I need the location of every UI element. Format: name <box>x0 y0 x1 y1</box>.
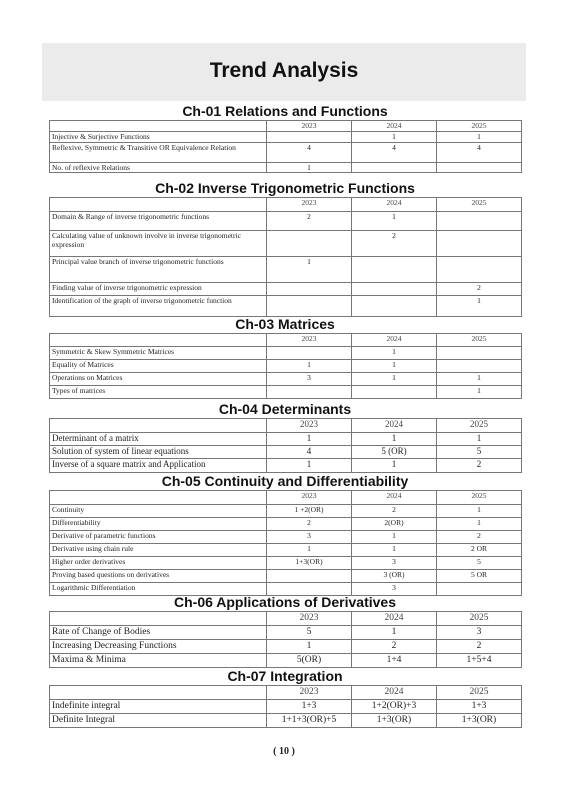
count-cell-2023: 1 <box>267 163 352 173</box>
count-cell-2025 <box>437 360 522 373</box>
header-row <box>50 491 522 505</box>
count-cell-2023: 1 <box>267 640 352 654</box>
topic-cell: Operations on Matrices <box>50 373 267 386</box>
topic-header-cell <box>50 686 267 700</box>
count-cell-2025: 5 <box>437 557 522 570</box>
table-row <box>50 570 522 583</box>
count-cell-2024: 2 <box>352 640 437 654</box>
count-cell-2025: 3 <box>437 626 522 640</box>
table-row <box>50 518 522 531</box>
count-cell-2023: 1 <box>267 459 352 473</box>
topic-cell: Derivative using chain rule <box>50 544 267 557</box>
topic-cell: Finding value of inverse trigonometric expression <box>50 283 267 296</box>
topic-cell: Logarithmic Differentiation <box>50 583 267 596</box>
topic-cell: Determinant of a matrix <box>50 433 267 446</box>
count-cell-2025: 4 <box>437 143 522 163</box>
year-header: 2023 <box>267 686 352 700</box>
count-cell-2024: 3 <box>352 583 437 596</box>
year-header: 2025 <box>437 198 522 212</box>
topic-cell: Principal value branch of inverse trigonometric functions <box>50 257 267 283</box>
count-cell-2025 <box>437 163 522 173</box>
chapter-title: Ch-01 Relations and Functions <box>182 103 388 119</box>
table-row <box>50 505 522 518</box>
header-row <box>50 334 522 347</box>
chapter-title: Ch-03 Matrices <box>235 316 335 332</box>
table-row <box>50 654 522 668</box>
trend-table <box>49 611 522 668</box>
count-cell-2024: 1 <box>352 433 437 446</box>
count-cell-2023: 3 <box>267 373 352 386</box>
year-header: 2025 <box>437 491 522 505</box>
table-row <box>50 446 522 459</box>
count-cell-2023 <box>267 386 352 399</box>
topic-cell: Indefinite integral <box>50 700 267 714</box>
chapter-title: Ch-04 Determinants <box>218 401 352 417</box>
count-cell-2023: 4 <box>267 446 352 459</box>
count-cell-2023 <box>267 231 352 257</box>
count-cell-2023: 1 <box>267 433 352 446</box>
chapter-title: Ch-06 Applications of Derivatives <box>174 594 396 610</box>
count-cell-2025: 2 <box>437 640 522 654</box>
count-cell-2024: 1 <box>352 373 437 386</box>
table-row <box>50 459 522 473</box>
table-row <box>50 626 522 640</box>
count-cell-2023: 1+3 <box>267 700 352 714</box>
table-row <box>50 132 522 143</box>
year-header: 2024 <box>352 419 437 433</box>
count-cell-2025: 1+3(OR) <box>437 714 522 728</box>
count-cell-2024: 1 <box>352 531 437 544</box>
topic-header-cell <box>50 491 267 505</box>
table-row <box>50 373 522 386</box>
chapter-section <box>49 594 521 668</box>
chapter-title: Ch-05 Continuity and Differentiability <box>161 473 409 489</box>
count-cell-2024: 2 <box>352 231 437 257</box>
count-cell-2024: 1 <box>352 132 437 143</box>
count-cell-2024: 2 <box>352 505 437 518</box>
count-cell-2023: 5(OR) <box>267 654 352 668</box>
topic-cell: Definite Integral <box>50 714 267 728</box>
year-header: 2025 <box>437 612 522 626</box>
count-cell-2024 <box>352 296 437 317</box>
trend-table <box>49 685 522 728</box>
count-cell-2025: 1 <box>437 518 522 531</box>
year-header: 2023 <box>267 612 352 626</box>
count-cell-2025 <box>437 257 522 283</box>
table-row <box>50 544 522 557</box>
count-cell-2023: 1 <box>267 257 352 283</box>
table-row <box>50 212 522 231</box>
topic-cell: Calculating value of unknown involve in inverse trigonometric expression <box>50 231 267 257</box>
table-row <box>50 531 522 544</box>
count-cell-2023 <box>267 570 352 583</box>
topic-header-cell <box>50 419 267 433</box>
page-title: Trend Analysis <box>209 59 359 82</box>
table-row <box>50 700 522 714</box>
count-cell-2023 <box>267 132 352 143</box>
topic-cell: Solution of system of linear equations <box>50 446 267 459</box>
count-cell-2024 <box>352 257 437 283</box>
table-row <box>50 283 522 296</box>
year-header: 2023 <box>267 334 352 347</box>
table-row <box>50 557 522 570</box>
count-cell-2023 <box>267 347 352 360</box>
table-row <box>50 143 522 163</box>
table-row <box>50 433 522 446</box>
chapter-section <box>49 316 521 399</box>
topic-cell: Differentiability <box>50 518 267 531</box>
count-cell-2023 <box>267 283 352 296</box>
topic-cell: Increasing Decreasing Functions <box>50 640 267 654</box>
count-cell-2025 <box>437 212 522 231</box>
topic-cell: Injective & Surjective Functions <box>50 132 267 143</box>
topic-cell: Rate of Change of Bodies <box>50 626 267 640</box>
topic-cell: Identification of the graph of inverse trigonometric function <box>50 296 267 317</box>
topic-cell: No. of reflexive Relations <box>50 163 267 173</box>
chapter-title: Ch-02 Inverse Trigonometric Functions <box>155 180 415 196</box>
count-cell-2024: 1+2(OR)+3 <box>352 700 437 714</box>
count-cell-2023: 3 <box>267 531 352 544</box>
count-cell-2024: 3 <box>352 557 437 570</box>
chapter-title: Ch-07 Integration <box>227 668 343 684</box>
count-cell-2024: 1 <box>352 347 437 360</box>
count-cell-2025: 2 <box>437 531 522 544</box>
count-cell-2025: 1+5+4 <box>437 654 522 668</box>
page-number: ( 10 ) <box>273 746 295 757</box>
topic-cell: Proving based questions on derivatives <box>50 570 267 583</box>
count-cell-2023: 1 <box>267 544 352 557</box>
table-row <box>50 347 522 360</box>
count-cell-2025: 5 OR <box>437 570 522 583</box>
count-cell-2024 <box>352 163 437 173</box>
topic-header-cell <box>50 121 267 132</box>
year-header: 2025 <box>437 419 522 433</box>
count-cell-2023: 4 <box>267 143 352 163</box>
year-header: 2024 <box>352 491 437 505</box>
count-cell-2023: 1+1+3(OR)+5 <box>267 714 352 728</box>
topic-cell: Types of matrices <box>50 386 267 399</box>
topic-cell: Equality of Matrices <box>50 360 267 373</box>
count-cell-2024: 1 <box>352 459 437 473</box>
topic-cell: Reflexive, Symmetric & Transitive OR Equivalence Relation <box>50 143 267 163</box>
year-header: 2023 <box>267 121 352 132</box>
trend-table <box>49 120 522 173</box>
table-row <box>50 163 522 173</box>
topic-cell: Derivative of parametric functions <box>50 531 267 544</box>
year-header: 2025 <box>437 686 522 700</box>
count-cell-2023: 2 <box>267 212 352 231</box>
count-cell-2023: 1 <box>267 360 352 373</box>
trend-table <box>49 418 522 473</box>
chapter-section <box>49 103 521 173</box>
count-cell-2023: 1+3(OR) <box>267 557 352 570</box>
count-cell-2025: 1 <box>437 296 522 317</box>
chapter-section <box>49 473 521 596</box>
count-cell-2024: 5 (OR) <box>352 446 437 459</box>
year-header: 2025 <box>437 334 522 347</box>
chapter-section <box>49 668 521 728</box>
count-cell-2023: 5 <box>267 626 352 640</box>
table-row <box>50 296 522 317</box>
count-cell-2025 <box>437 347 522 360</box>
count-cell-2024: 1 <box>352 360 437 373</box>
topic-cell: Domain & Range of inverse trigonometric functions <box>50 212 267 231</box>
year-header: 2023 <box>267 198 352 212</box>
topic-header-cell <box>50 612 267 626</box>
year-header: 2023 <box>267 419 352 433</box>
year-header: 2024 <box>352 334 437 347</box>
count-cell-2024: 1 <box>352 212 437 231</box>
table-row <box>50 714 522 728</box>
count-cell-2024: 2(OR) <box>352 518 437 531</box>
title-banner <box>42 43 526 101</box>
chapter-section <box>49 401 521 473</box>
table-row <box>50 640 522 654</box>
header-row <box>50 686 522 700</box>
trend-table <box>49 490 522 596</box>
year-header: 2025 <box>437 121 522 132</box>
count-cell-2023 <box>267 296 352 317</box>
header-row <box>50 612 522 626</box>
count-cell-2023: 2 <box>267 518 352 531</box>
count-cell-2024: 1 <box>352 626 437 640</box>
count-cell-2025: 1 <box>437 505 522 518</box>
count-cell-2024: 1 <box>352 544 437 557</box>
count-cell-2024 <box>352 283 437 296</box>
count-cell-2025: 5 <box>437 446 522 459</box>
year-header: 2024 <box>352 612 437 626</box>
trend-table <box>49 197 522 317</box>
table-row <box>50 231 522 257</box>
table-row <box>50 360 522 373</box>
header-row <box>50 419 522 433</box>
header-row <box>50 121 522 132</box>
topic-cell: Continuity <box>50 505 267 518</box>
count-cell-2025: 1 <box>437 433 522 446</box>
topic-cell: Higher order derivatives <box>50 557 267 570</box>
count-cell-2025: 2 <box>437 459 522 473</box>
topic-cell: Inverse of a square matrix and Application <box>50 459 267 473</box>
count-cell-2025: 1 <box>437 386 522 399</box>
count-cell-2025: 1 <box>437 132 522 143</box>
year-header: 2023 <box>267 491 352 505</box>
count-cell-2025: 2 <box>437 283 522 296</box>
topic-cell: Maxima & Minima <box>50 654 267 668</box>
topic-cell: Symmetric & Skew Symmetric Matrices <box>50 347 267 360</box>
count-cell-2024: 4 <box>352 143 437 163</box>
count-cell-2025: 1 <box>437 373 522 386</box>
chapter-section <box>49 180 521 317</box>
topic-header-cell <box>50 198 267 212</box>
header-row <box>50 198 522 212</box>
count-cell-2024: 1+3(OR) <box>352 714 437 728</box>
count-cell-2024: 3 (OR) <box>352 570 437 583</box>
count-cell-2025: 2 OR <box>437 544 522 557</box>
table-row <box>50 257 522 283</box>
year-header: 2024 <box>352 686 437 700</box>
topic-header-cell <box>50 334 267 347</box>
year-header: 2024 <box>352 121 437 132</box>
count-cell-2025: 1+3 <box>437 700 522 714</box>
count-cell-2025 <box>437 231 522 257</box>
count-cell-2023: 1 +2(OR) <box>267 505 352 518</box>
count-cell-2024: 1+4 <box>352 654 437 668</box>
count-cell-2024 <box>352 386 437 399</box>
year-header: 2024 <box>352 198 437 212</box>
table-row <box>50 386 522 399</box>
trend-table <box>49 333 522 399</box>
